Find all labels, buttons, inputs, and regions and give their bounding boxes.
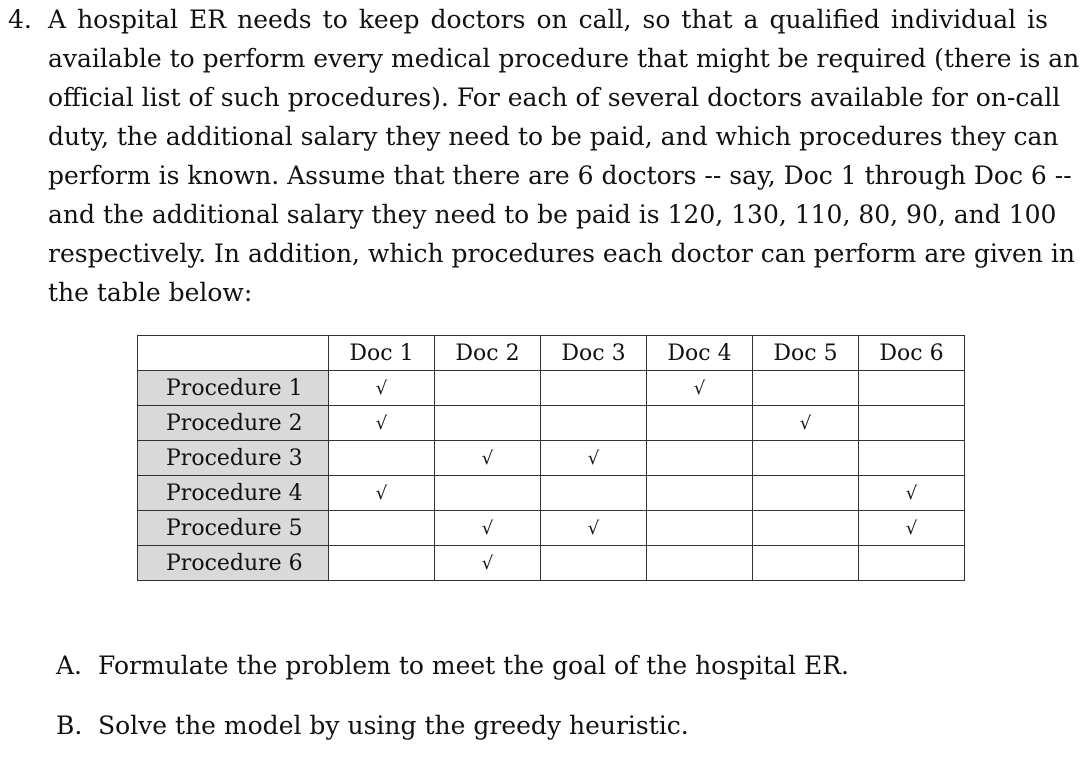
- column-header-doc-4: Doc 4: [647, 336, 753, 371]
- table-cell: √: [541, 511, 647, 546]
- question-label: A.: [56, 651, 83, 680]
- problem-number: 4.: [8, 5, 32, 34]
- column-header-doc-1: Doc 1: [329, 336, 435, 371]
- question-list: [56, 640, 849, 760]
- column-header-doc-6: Doc 6: [859, 336, 965, 371]
- table-cell: √: [541, 441, 647, 476]
- table-cell: [753, 546, 859, 581]
- row-header: Procedure 5: [138, 511, 329, 546]
- row-header: Procedure 4: [138, 476, 329, 511]
- question-text: Solve the model by using the greedy heuristic.: [98, 711, 689, 740]
- table-cell: [859, 441, 965, 476]
- table-cell: [647, 476, 753, 511]
- table-corner-cell: [138, 336, 329, 371]
- question-label: B.: [56, 711, 83, 740]
- table-row: [138, 476, 965, 511]
- problem-text-line: perform is known. Assume that there are 6 doctors -- say, Doc 1 through Doc 6 --: [48, 161, 1072, 190]
- problem-text-line: and the additional salary they need to be paid is 120, 130, 110, 80, 90, and 100: [48, 200, 1057, 229]
- table-row: [138, 546, 965, 581]
- table-row: [138, 511, 965, 546]
- row-header: Procedure 6: [138, 546, 329, 581]
- table-cell: [859, 546, 965, 581]
- table-row: [138, 371, 965, 406]
- column-header-doc-2: Doc 2: [435, 336, 541, 371]
- question-a: [56, 640, 849, 700]
- row-header: Procedure 1: [138, 371, 329, 406]
- table-cell: √: [329, 476, 435, 511]
- table-cell: [753, 511, 859, 546]
- question-text: Formulate the problem to meet the goal of the hospital ER.: [98, 651, 849, 680]
- table-row: [138, 406, 965, 441]
- table-cell: [647, 546, 753, 581]
- table-cell: √: [329, 406, 435, 441]
- problem-text-line: respectively. In addition, which procedures each doctor can perform are given in: [48, 239, 1075, 268]
- table-cell: √: [859, 476, 965, 511]
- table-cell: √: [435, 546, 541, 581]
- table-cell: [435, 476, 541, 511]
- problem-text-line: duty, the additional salary they need to be paid, and which procedures they can: [48, 122, 1059, 151]
- table-row: [138, 441, 965, 476]
- table-cell: √: [647, 371, 753, 406]
- table-cell: [541, 371, 647, 406]
- column-header-doc-3: Doc 3: [541, 336, 647, 371]
- problem-text-line: A hospital ER needs to keep doctors on call, so that a qualified individual is: [48, 5, 1048, 34]
- table-cell: √: [435, 511, 541, 546]
- problem-text: [48, 0, 1080, 312]
- problem-text-line: available to perform every medical procedure that might be required (there is an: [48, 44, 1080, 73]
- problem-statement: [8, 0, 1080, 312]
- table-cell: [753, 441, 859, 476]
- table-cell: [329, 546, 435, 581]
- problem-text-line: the table below:: [48, 278, 253, 307]
- table-cell: [329, 511, 435, 546]
- table-cell: [859, 371, 965, 406]
- table-cell: [647, 511, 753, 546]
- table-cell: [541, 476, 647, 511]
- table-cell: [541, 546, 647, 581]
- table-cell: [753, 371, 859, 406]
- table-cell: [859, 406, 965, 441]
- table-cell: √: [859, 511, 965, 546]
- question-b: [56, 700, 849, 760]
- table-cell: [647, 441, 753, 476]
- table-cell: [435, 371, 541, 406]
- table-header-row: [138, 336, 965, 371]
- table-cell: [647, 406, 753, 441]
- row-header: Procedure 2: [138, 406, 329, 441]
- row-header: Procedure 3: [138, 441, 329, 476]
- table-cell: [753, 476, 859, 511]
- table-cell: [541, 406, 647, 441]
- table-cell: [435, 406, 541, 441]
- problem-text-line: official list of such procedures). For each of several doctors available for on-call: [48, 83, 1061, 112]
- procedure-doctor-table: [137, 335, 965, 581]
- table-cell: √: [329, 371, 435, 406]
- table-cell: √: [435, 441, 541, 476]
- table-cell: √: [753, 406, 859, 441]
- table-cell: [329, 441, 435, 476]
- column-header-doc-5: Doc 5: [753, 336, 859, 371]
